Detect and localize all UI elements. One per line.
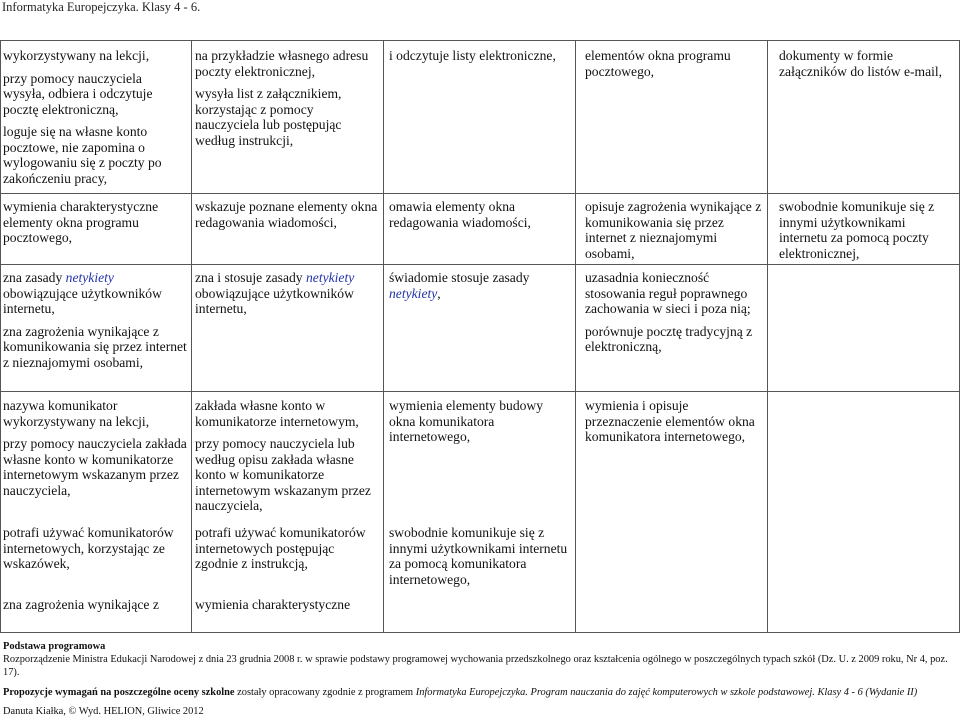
table-cell xyxy=(3,270,187,370)
cell-text: i odczytuje listy elektroniczne, xyxy=(389,48,556,63)
keyword-netykiety: netykiety xyxy=(305,270,355,285)
footer-heading: Podstawa programowa xyxy=(3,641,106,652)
cell-text: zakłada własne konto w komunikatorze internetowym, xyxy=(195,398,359,429)
table-cell xyxy=(585,199,763,261)
cell-text: wykorzystywany na lekcji, xyxy=(3,48,150,63)
table-cell xyxy=(389,525,571,587)
cell-text: wskazuje poznane elementy okna redagowania wiadomości, xyxy=(195,199,378,230)
cell-text: dokumenty w formie załączników do listów e-mail, xyxy=(779,48,943,79)
cell-text-part: , xyxy=(437,285,441,301)
cell-text: potrafi używać komunikatorów internetowych postępując zgodnie z instrukcją, xyxy=(195,525,366,571)
footer-basis xyxy=(3,640,957,679)
table-cell xyxy=(195,270,379,317)
table-cell xyxy=(389,199,571,230)
table-cell xyxy=(389,398,571,445)
table-cell xyxy=(585,48,763,79)
table-cell xyxy=(195,597,379,613)
cell-text: swobodnie komunikuje się z innymi użytkownikami internetu za pomocą komunikatora internetowego, xyxy=(389,525,568,587)
cell-text: uzasadnia konieczność stosowania reguł poprawnego zachowania w sieci i poza nią; xyxy=(585,270,751,316)
page-header: Informatyka Europejczyka. Klasy 4 - 6. xyxy=(2,0,201,14)
cell-text: wymienia elementy budowy okna komunikatora internetowego, xyxy=(389,398,544,444)
row-divider xyxy=(0,193,960,194)
keyword-netykiety: netykiety xyxy=(65,270,114,285)
cell-text: przy pomocy nauczyciela lub według opisu zakłada własne konto w komunikatorze internetowym wskazanym przez nauczyciela, xyxy=(195,436,371,513)
cell-text: loguje się na własne konto pocztowe, nie zapomina o wylogowaniu się z poczty po zakończeniu pracy, xyxy=(3,124,162,186)
footer-proposal-text: zostały opracowany zgodnie z programem xyxy=(234,687,416,698)
table-cell xyxy=(389,270,571,301)
column-divider xyxy=(191,40,192,632)
footer-program-title: Informatyka Europejczyka. Program nauczania do zajęć komputerowych w szkole podstawowej. Klasy 4 - 6 (Wydanie II) xyxy=(415,687,918,698)
cell-text: elementów okna programu pocztowego, xyxy=(585,48,731,79)
table-cell xyxy=(3,48,187,186)
table-cell xyxy=(3,199,187,246)
cell-text xyxy=(195,270,379,317)
row-divider xyxy=(0,264,960,265)
table-cell xyxy=(195,199,379,230)
table-cell xyxy=(585,398,763,445)
keyword-netykiety: netykiety xyxy=(389,285,438,301)
cell-text: wysyła list z załącznikiem, korzystając z pomocy nauczyciela lub postępując według instrukcji, xyxy=(195,86,342,148)
table-cell xyxy=(585,270,763,355)
table-cell xyxy=(779,48,957,79)
cell-text: swobodnie komunikuje się z innymi użytkownikami internetu za pomocą poczty elektronicznej, xyxy=(779,199,935,261)
table-cell xyxy=(195,398,379,521)
column-divider xyxy=(0,40,1,632)
column-divider xyxy=(575,40,576,632)
cell-text: porównuje pocztę tradycyjną z elektroniczną, xyxy=(585,323,753,354)
table-cell xyxy=(389,48,571,64)
cell-text: omawia elementy okna redagowania wiadomości, xyxy=(389,199,531,230)
cell-text-part: obowiązujące użytkowników internetu, xyxy=(3,285,162,316)
table-cell xyxy=(3,597,187,613)
cell-text xyxy=(3,270,187,317)
cell-text xyxy=(389,270,571,301)
cell-text: nazywa komunikator wykorzystywany na lekcji, xyxy=(3,398,150,429)
cell-text: wymienia i opisuje przeznaczenie elementów okna komunikatora internetowego, xyxy=(585,398,755,444)
footer-proposal xyxy=(3,686,957,699)
cell-text: zna zagrożenia wynikające z komunikowania się przez internet z nieznajomymi osobami, xyxy=(3,323,187,370)
column-divider xyxy=(767,40,768,632)
cell-text: zna zagrożenia wynikające z xyxy=(3,597,159,612)
cell-text-part: obowiązujące użytkowników internetu, xyxy=(195,285,354,316)
table-cell xyxy=(3,525,187,572)
cell-text-part: świadomie stosuje zasady xyxy=(389,270,530,285)
table-cell xyxy=(195,525,379,572)
table-top-border xyxy=(0,40,960,41)
cell-text: wymienia charakterystyczne elementy okna programu pocztowego, xyxy=(3,199,159,245)
footer-proposal-bold: Propozycje wymagań na poszczególne oceny szkolne xyxy=(3,687,235,698)
cell-text: na przykładzie własnego adresu poczty elektronicznej, xyxy=(195,48,369,79)
cell-text: potrafi używać komunikatorów internetowych, korzystając ze wskazówek, xyxy=(3,525,174,571)
footer-author: Danuta Kiałka, © Wyd. HELION, Gliwice 2012 xyxy=(3,706,204,717)
cell-text-part: zna zasady xyxy=(3,270,66,285)
cell-text: przy pomocy nauczyciela zakłada własne konto w komunikatorze internetowym wskazanym przez nauczyciela, xyxy=(3,436,187,498)
table-bottom-border xyxy=(0,632,960,633)
cell-text: przy pomocy nauczyciela wysyła, odbiera i odczytuje pocztę elektroniczną, xyxy=(3,70,153,117)
cell-text-part: zna i stosuje zasady xyxy=(195,270,306,285)
cell-text: opisuje zagrożenia wynikające z komunikowania się przez internet z nieznajomymi osobami, xyxy=(585,199,762,261)
table-cell xyxy=(195,48,379,148)
table-cell xyxy=(779,199,957,261)
row-divider xyxy=(0,391,960,392)
column-divider xyxy=(383,40,384,632)
cell-text: wymienia charakterystyczne xyxy=(195,597,351,612)
footer-regulation: Rozporządzenie Ministra Edukacji Narodowej z dnia 23 grudnia 2008 r. w sprawie podstawy programowej wychowania przedszkolnego oraz kształcenia ogólnego w poszczególnych typach szkół (Dz. U. z 2009 roku, Nr 4, poz. 17). xyxy=(3,654,948,678)
table-cell xyxy=(3,398,187,505)
